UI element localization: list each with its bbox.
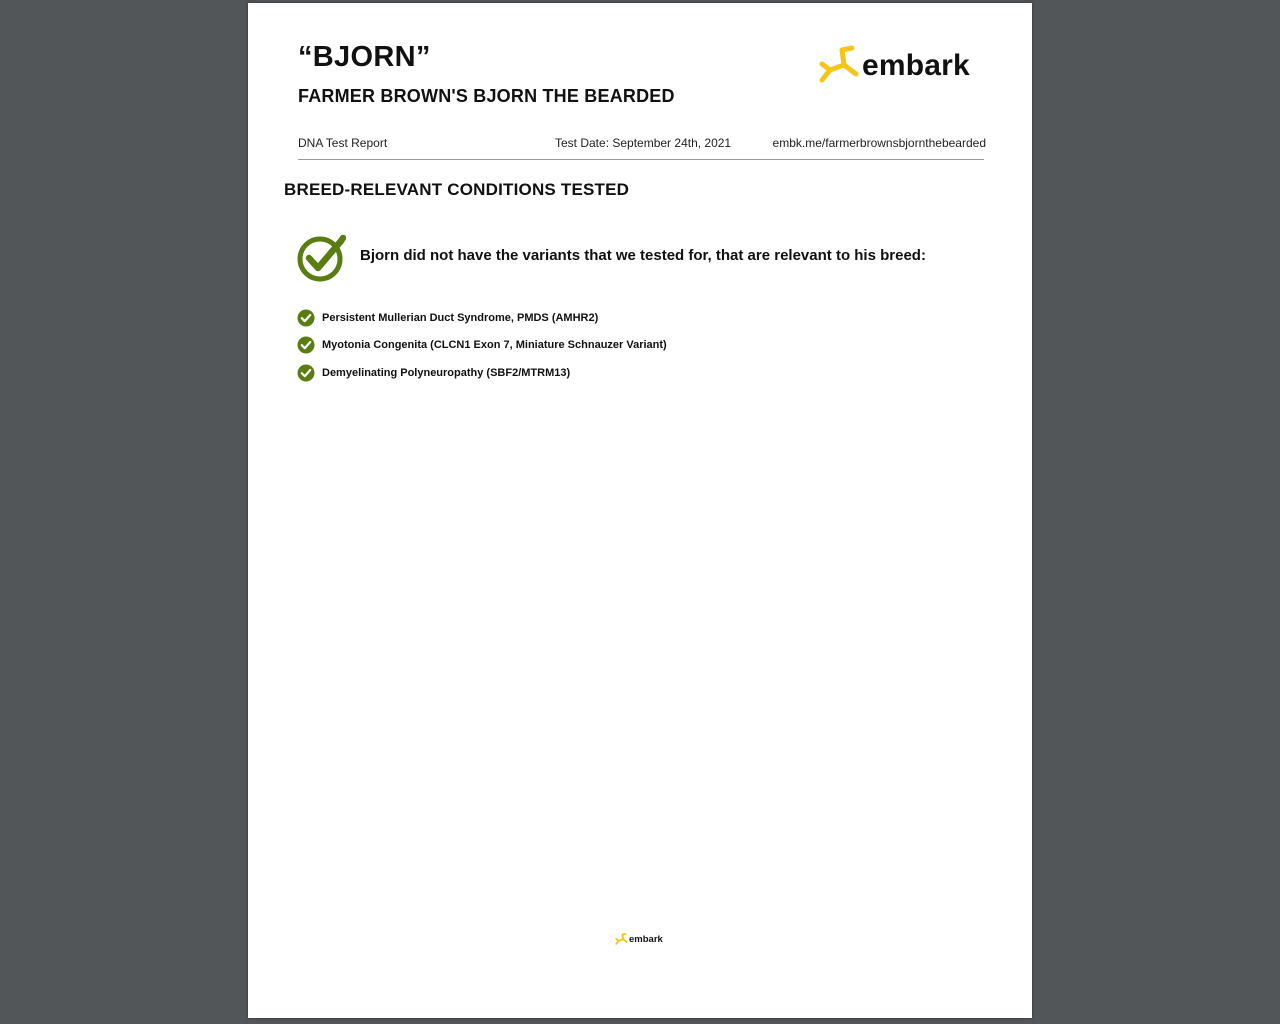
- report-meta-row: [298, 136, 984, 156]
- dog-nickname: “BJORN”: [298, 41, 431, 73]
- footer-embark-logo: [615, 932, 663, 946]
- report-type: DNA Test Report: [298, 136, 388, 150]
- embark-logo-icon: [615, 933, 628, 946]
- condition-label: Demyelinating Polyneuropathy (SBF2/MTRM13): [322, 366, 571, 379]
- condition-label: Persistent Mullerian Duct Syndrome, PMDS (AMHR2): [322, 311, 599, 324]
- conditions-list: [297, 304, 667, 387]
- check-circle-icon: [297, 336, 315, 354]
- profile-url: embk.me/farmerbrownsbjornthebearded: [772, 136, 986, 150]
- embark-logo-icon: [818, 45, 860, 87]
- check-circle-icon: [297, 364, 315, 382]
- embark-logo: [818, 43, 970, 89]
- footer-logo-text: embark: [629, 933, 663, 945]
- list-item: [297, 304, 667, 332]
- condition-label: Myotonia Congenita (CLCN1 Exon 7, Miniature Schnauzer Variant): [322, 339, 667, 352]
- header-divider: [298, 159, 984, 160]
- section-title: BREED-RELEVANT CONDITIONS TESTED: [284, 180, 630, 199]
- embark-logo-text: embark: [862, 49, 970, 82]
- check-circle-icon: [296, 233, 346, 283]
- dog-registered-name: FARMER BROWN'S BJORN THE BEARDED: [298, 86, 675, 106]
- list-item: [297, 359, 667, 387]
- list-item: [297, 332, 667, 360]
- test-date: Test Date: September 24th, 2021: [555, 136, 732, 150]
- check-circle-icon: [297, 309, 315, 327]
- report-page: [248, 3, 1032, 1018]
- results-summary: Bjorn did not have the variants that we tested for, that are relevant to his breed:: [360, 247, 926, 264]
